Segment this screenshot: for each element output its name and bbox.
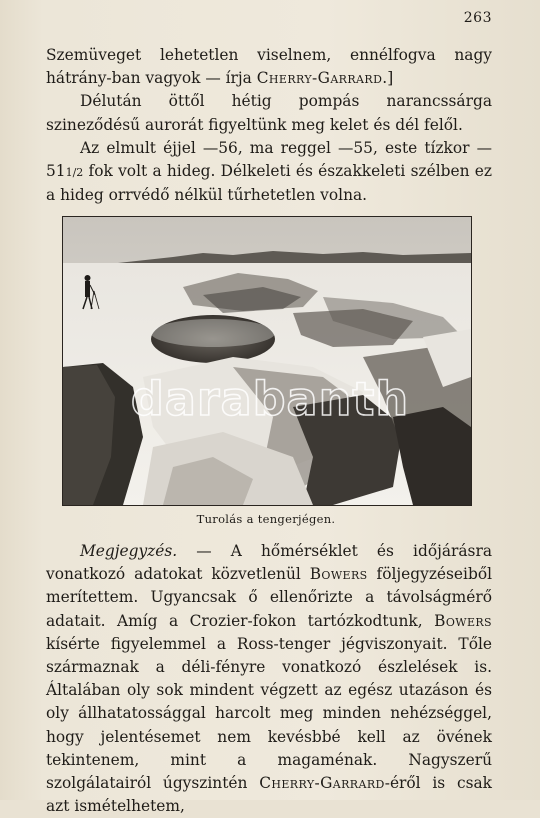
page-number: 263 [463,10,492,26]
paragraph-3-text: Az elmult éjjel —56, ma reggel —55, este tízkor —51 [46,138,492,181]
note-text-1: — A hőmérséklet és időjárásra vonatkozó adatokat közvetlenül [46,542,492,584]
paragraph-1 [46,44,492,90]
name-bowers-1: Bowers [309,565,368,584]
paragraph-1-end: .] [382,69,394,88]
note-paragraph [46,540,492,818]
person-figure [85,281,90,297]
author-name-cherry-garrard: Cherry-Garrard [256,69,383,88]
photo-caption: Turolás a tengerjégen. [196,512,336,526]
name-cherry-garrard: Cherry-Garrard [259,774,385,793]
paragraph-1-text: Szemüveget lehetetlen viselnem, ennélfogva nagy hátrány-ban vagyok — írja [46,46,492,88]
bottom-text-block [46,540,492,818]
paragraph-3 [46,137,492,208]
sea-ice-illustration [63,217,471,505]
note-label: Megjegyzés. [80,542,178,560]
paragraph-2: Délután öttől hétig pompás narancssárga szineződésű aurorát figyeltünk meg kelet és dél felől. [46,92,492,134]
name-bowers-2: Bowers [434,611,492,630]
top-text-block [46,44,492,207]
sea-ice-photograph [62,216,472,506]
paragraph-3-end: fok volt a hideg. Délkeleti és északkeleti szélben ez a hideg orrvédő nélkül tűrhetetlen volna. [46,162,492,205]
note-text-3: kísérte figyelemmel a Ross-tenger jégviszonyait. Tőle származnak a déli-fényre vonatkozó észlelések is. Általában oly sok mindent végzett az egész utazáson és oly állhatatossággal harcolt meg minden nehézséggel, hogy jelentésemet nem kevésbbé kell az övének tekintenem, mint a magaménak. Nagyszerű szolgálatairól úgyszintén [46,634,492,793]
fraction-half: 1/2 [65,166,84,180]
note-text-2: följegyzéseiből merítettem. Ugyancsak ő ellenőrizte a távolságmérő adatait. Amíg a Crozier-fokon tartózkodtunk, [46,565,493,630]
note-text-4: -éről is csak azt ismételhetem, [46,774,492,816]
